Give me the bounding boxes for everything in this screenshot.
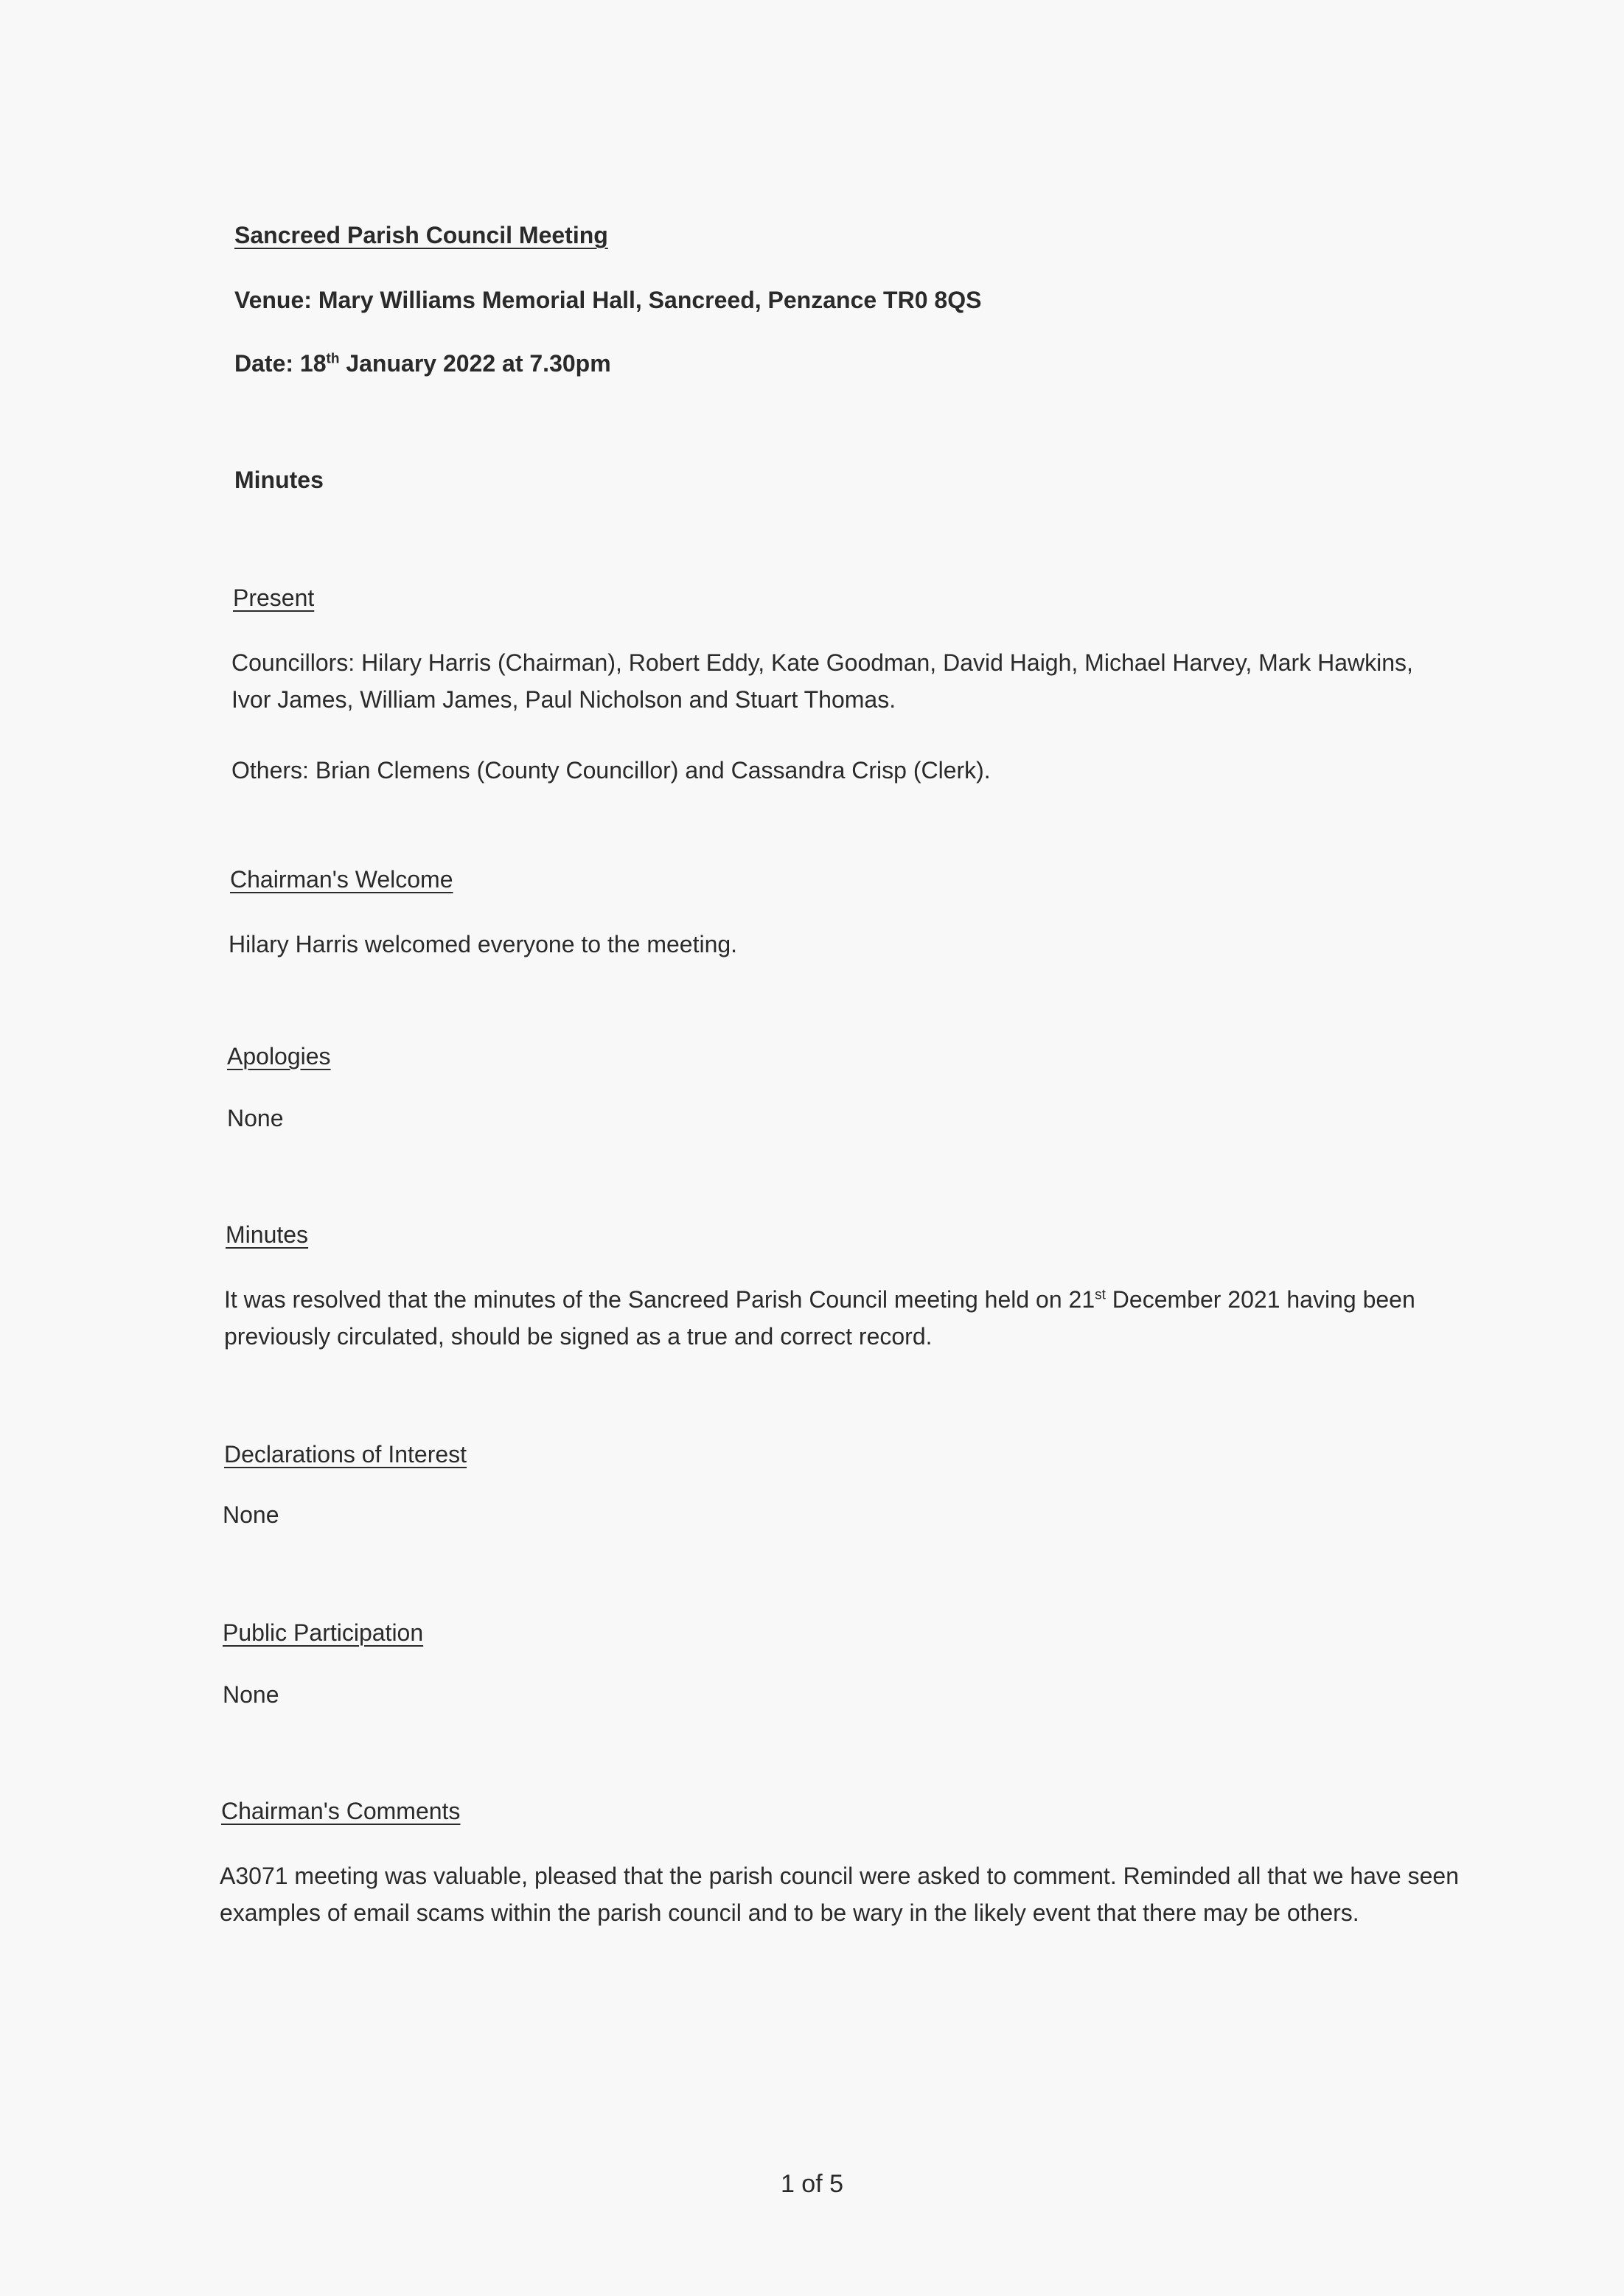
date-prefix: Date: 18 (234, 350, 327, 377)
meeting-title: Sancreed Parish Council Meeting (234, 222, 608, 248)
venue-line: Venue: Mary Williams Memorial Hall, Sancreed, Penzance TR0 8QS (234, 287, 982, 313)
minutes-body-start: It was resolved that the minutes of the Sancreed Parish Council meeting held on 21 (224, 1286, 1095, 1313)
date-ordinal: th (326, 351, 340, 367)
apologies-heading: Apologies (227, 1043, 331, 1070)
date-line (234, 345, 611, 382)
welcome-heading: Chairman's Welcome (230, 866, 453, 893)
document-type-heading: Minutes (234, 467, 324, 493)
minutes-heading: Minutes (226, 1221, 309, 1248)
date-suffix: January 2022 at 7.30pm (339, 350, 611, 377)
minutes-ordinal: st (1095, 1287, 1106, 1303)
minutes-body (224, 1281, 1448, 1355)
comments-body: A3071 meeting was valuable, pleased that the parish council were asked to comment. Reminded all that we have seen examples of email scams within the parish council and to be wary in the likely event that there may be others. (220, 1863, 1459, 1926)
declarations-heading: Declarations of Interest (224, 1441, 467, 1468)
apologies-body: None (227, 1105, 284, 1131)
public-heading: Public Participation (223, 1619, 424, 1646)
minutes-body-end: December 2021 having been previously circulated, should be signed as a true and correct record. (224, 1286, 1415, 1350)
public-body: None (223, 1681, 279, 1708)
present-heading: Present (233, 585, 315, 611)
page-number: 1 of 5 (780, 2170, 844, 2198)
welcome-body: Hilary Harris welcomed everyone to the meeting. (229, 931, 738, 957)
declarations-body: None (223, 1501, 279, 1528)
present-others: Others: Brian Clemens (County Councillor) and Cassandra Crisp (Clerk). (231, 757, 991, 784)
comments-heading: Chairman's Comments (221, 1798, 461, 1824)
present-councillors: Councillors: Hilary Harris (Chairman), Robert Eddy, Kate Goodman, David Haigh, Michael Harvey, Mark Hawkins, Ivor James, William James, Paul Nicholson and Stuart Thomas. (231, 649, 1413, 713)
